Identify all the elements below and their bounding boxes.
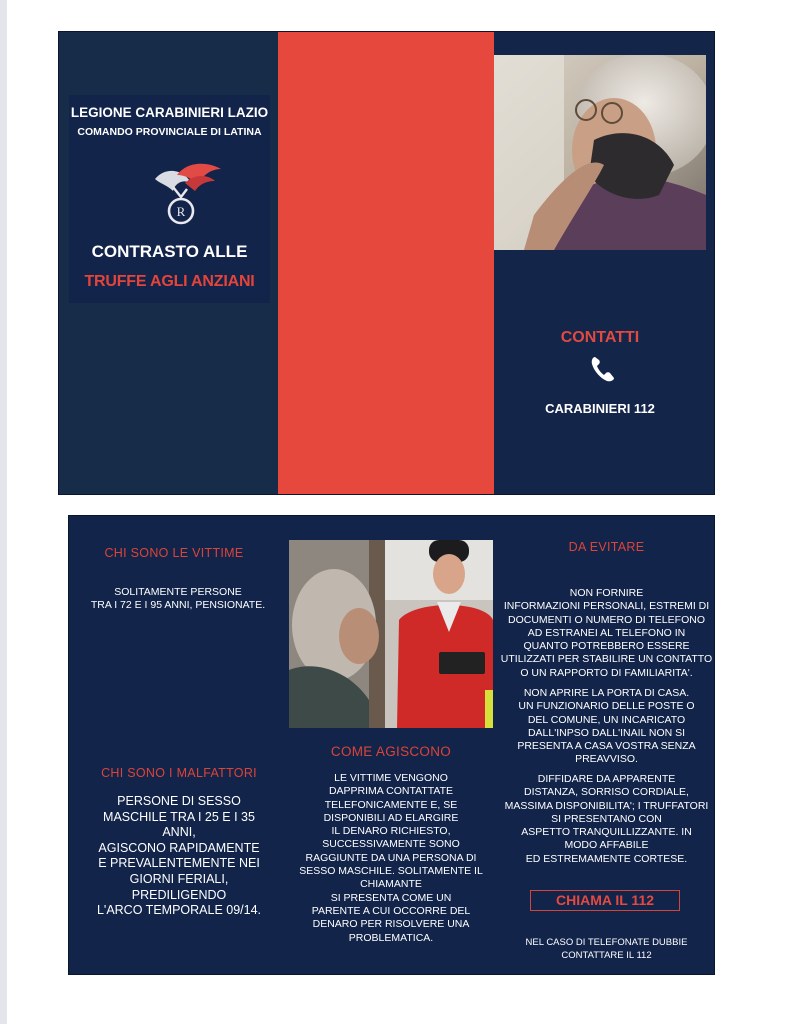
method-text-line: DAPPRIMA CONTATTATE — [328, 785, 454, 798]
phone-icon — [590, 355, 616, 383]
avoid-text-2 — [499, 687, 714, 767]
cover-title-line-1: CONTRASTO ALLE — [91, 242, 248, 261]
avoid-text-line: ASPETTO TRANQUILLIZZANTE. IN — [521, 826, 692, 839]
method-text-line: PROBLEMATICA. — [348, 931, 434, 944]
contacts-carabinieri-line: CARABINIERI 112 — [545, 401, 655, 416]
cover-title-box — [69, 95, 270, 303]
method-text-line: CHIAMANTE — [360, 878, 422, 891]
avoid-text-line: MASSIMA DISPONIBILITA'; I TRUFFATORI — [504, 799, 709, 812]
avoid-heading: DA EVITARE — [568, 540, 645, 554]
victims-text — [79, 586, 277, 613]
avoid-footer-line: NEL CASO DI TELEFONATE DUBBIE — [525, 937, 688, 948]
method-text-line: IL DENARO RICHIESTO, — [331, 825, 451, 838]
avoid-text-1 — [499, 587, 714, 680]
contacts-panel — [494, 32, 714, 494]
avoid-text-line: UN FUNZIONARIO DELLE POSTE O — [518, 700, 695, 713]
brochure-cover — [59, 32, 714, 494]
door-visitor-photo — [289, 540, 493, 728]
avoid-text-line: DIFFIDARE DA APPARENTE — [537, 773, 676, 785]
offenders-text-line: MASCHILE TRA I 25 E I 35 — [103, 809, 255, 824]
offenders-text-line: ANNI, — [162, 825, 196, 840]
offenders-heading: CHI SONO I MALFATTORI — [101, 766, 257, 780]
offenders-text-line: E PREVALENTEMENTE NEI — [98, 856, 260, 871]
avoid-text-line: SI PRESENTANO CON — [551, 812, 662, 825]
offenders-text-line: PERSONE DI SESSO — [117, 794, 241, 808]
avoid-text-line: NON FORNIRE — [569, 587, 644, 599]
avoid-text-line: INFORMAZIONI PERSONALI, ESTREMI DI — [503, 600, 710, 613]
offenders-text-line: AGISCONO RAPIDAMENTE — [98, 840, 260, 855]
avoid-text-line: DALL'INPSO DALL'INAIL NON SI — [527, 726, 686, 739]
method-text-line: DENARO PER RISOLVERE UNA — [312, 918, 470, 931]
org-line-1: LEGIONE CARABINIERI LAZIO — [70, 105, 269, 120]
method-text-line: TELEFONICAMENTE E, SE — [324, 798, 458, 811]
cover-left-panel — [59, 32, 278, 494]
method-text-line: DISPONIBILI AD ELARGIRE — [323, 811, 459, 824]
carabinieri-flame-icon — [145, 153, 223, 233]
avoid-text-line: DOCUMENTI O NUMERO DI TELEFONO — [508, 613, 705, 626]
avoid-text-line: DEL COMUNE, UN INCARICATO — [527, 713, 686, 726]
brochure-inside — [69, 516, 714, 974]
avoid-text-line: AD ESTRANEI AL TELEFONO IN — [527, 626, 686, 639]
method-text-line: SI PRESENTA COME UN — [330, 891, 452, 904]
method-heading: COME AGISCONO — [330, 744, 452, 759]
avoid-text-3 — [499, 773, 714, 866]
method-text — [287, 772, 495, 945]
method-text-line: RAGGIUNTE DA UNA PERSONA DI — [305, 851, 477, 864]
offenders-text-line: GIORNI FERIALI, — [129, 871, 229, 886]
avoid-text-line: PRESENTA A CASA VOSTRA SENZA — [517, 740, 696, 753]
page-edge — [0, 0, 7, 1024]
avoid-text-line: MODO AFFABILE — [564, 839, 649, 852]
victims-text-line: TRA I 72 E I 95 ANNI, PENSIONATE. — [90, 599, 266, 612]
avoid-footer-line: CONTATTARE IL 112 — [561, 949, 652, 961]
avoid-text-line: QUANTO POTREBBERO ESSERE — [523, 640, 690, 653]
victims-heading: CHI SONO LE VITTIME — [104, 546, 244, 560]
call-112-box: CHIAMA IL 112 — [530, 890, 680, 911]
cover-middle-panel — [278, 32, 494, 494]
offenders-text — [69, 794, 289, 919]
avoid-text-line: DISTANZA, SORRISO CORDIALE, — [524, 786, 689, 799]
victims-text-line: SOLITAMENTE PERSONE — [114, 586, 242, 598]
avoid-text-line: O UN RAPPORTO DI FAMILIARITA'. — [520, 666, 693, 679]
offenders-text-line: L'ARCO TEMPORALE 09/14. — [96, 903, 262, 918]
method-text-line: LE VITTIME VENGONO — [334, 772, 448, 784]
avoid-text-line: NON APRIRE LA PORTA DI CASA. — [523, 687, 690, 699]
svg-text:R: R — [176, 204, 186, 219]
method-text-line: PARENTE A CUI OCCORRE DEL — [311, 904, 471, 917]
avoid-text-line: PREAVVISO. — [575, 753, 638, 766]
avoid-text-line: UTILIZZATI PER STABILIRE UN CONTATTO — [500, 653, 713, 666]
avoid-footer — [499, 937, 714, 962]
offenders-text-line: PREDILIGENDO — [131, 887, 227, 902]
elderly-phone-photo — [494, 55, 706, 250]
org-line-2: COMANDO PROVINCIALE DI LATINA — [77, 126, 262, 138]
cover-title-line-2: TRUFFE AGLI ANZIANI — [84, 273, 255, 290]
avoid-text-line: ED ESTREMAMENTE CORTESE. — [525, 852, 688, 865]
contacts-title: CONTATTI — [560, 329, 640, 346]
method-text-line: SESSO MASCHILE. SOLITAMENTE IL — [299, 865, 483, 878]
method-text-line: SUCCESSIVAMENTE SONO — [322, 838, 460, 851]
